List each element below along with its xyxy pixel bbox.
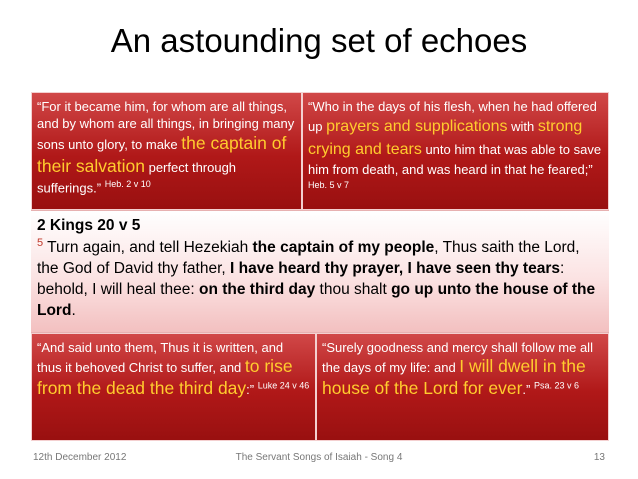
passage-text-3: : behold, I will heal thee: bbox=[37, 260, 565, 299]
slide-title: An astounding set of echoes bbox=[110, 22, 528, 59]
passage-text-1: Turn again, and tell Hezekiah bbox=[47, 239, 253, 257]
slide-number: 13 bbox=[593, 452, 605, 463]
passage-2-kings bbox=[31, 210, 609, 333]
passage-text bbox=[37, 236, 603, 321]
quote-text: “Surely goodness and mercy shall follow me all the days of my life: and bbox=[322, 340, 593, 376]
scripture-reference: Luke 24 v 46 bbox=[257, 380, 310, 391]
passage-bold-2: I have heard thy prayer, I have seen thy tears bbox=[230, 260, 560, 278]
quote-highlight: the captain of their salvation bbox=[37, 133, 287, 177]
passage-bold-4: go up unto the house of the Lord bbox=[37, 281, 596, 320]
passage-text-2: , Thus saith the Lord, the God of David thy father, bbox=[37, 239, 580, 278]
verse-number: 5 bbox=[37, 237, 44, 250]
quote-text-end: :” bbox=[246, 382, 255, 398]
quote-highlight: I will dwell in the house of the Lord for ever bbox=[322, 356, 586, 399]
quote-text-mid: with bbox=[507, 119, 538, 135]
quote-box-hebrews-2 bbox=[31, 92, 302, 210]
passage-bold-3: on the third day bbox=[199, 281, 316, 299]
quote-box-psalm-23 bbox=[316, 333, 609, 441]
footer-date: 12th December 2012 bbox=[33, 452, 127, 463]
passage-text-4: thou shalt bbox=[315, 281, 392, 299]
scripture-reference: Heb. 5 v 7 bbox=[308, 180, 350, 191]
quote-text: “For it became him, for whom are all things, and by whom are all things, in bringing many sons unto glory, to make bbox=[37, 99, 295, 153]
quote-text-end: .” bbox=[522, 382, 531, 398]
quote-highlight-2: strong crying and tears bbox=[308, 118, 583, 158]
scripture-reference: Psa. 23 v 6 bbox=[533, 380, 580, 391]
quote-highlight: prayers and supplications bbox=[326, 118, 508, 136]
passage-heading: 2 Kings 20 v 5 bbox=[37, 217, 141, 234]
quote-highlight: to rise from the dead the third day bbox=[37, 356, 293, 399]
quote-text-end: unto him that was able to save him from death, and was heard in that he feared;” bbox=[308, 141, 602, 177]
quote-box-hebrews-5 bbox=[302, 92, 609, 210]
quote-text: “And said unto them, Thus it is written, and thus it behoved Christ to suffer, and bbox=[37, 340, 284, 376]
footer-title: The Servant Songs of Isaiah - Song 4 bbox=[235, 452, 403, 463]
quote-text-end: perfect through sufferings.” bbox=[37, 160, 237, 195]
quote-box-luke-24 bbox=[31, 333, 316, 441]
scripture-reference: Heb. 2 v 10 bbox=[104, 178, 151, 189]
quote-text: “Who in the days of his flesh, when he had offered up bbox=[308, 99, 597, 135]
passage-text-5: . bbox=[71, 302, 76, 320]
passage-bold-1: the captain of my people bbox=[252, 239, 435, 257]
